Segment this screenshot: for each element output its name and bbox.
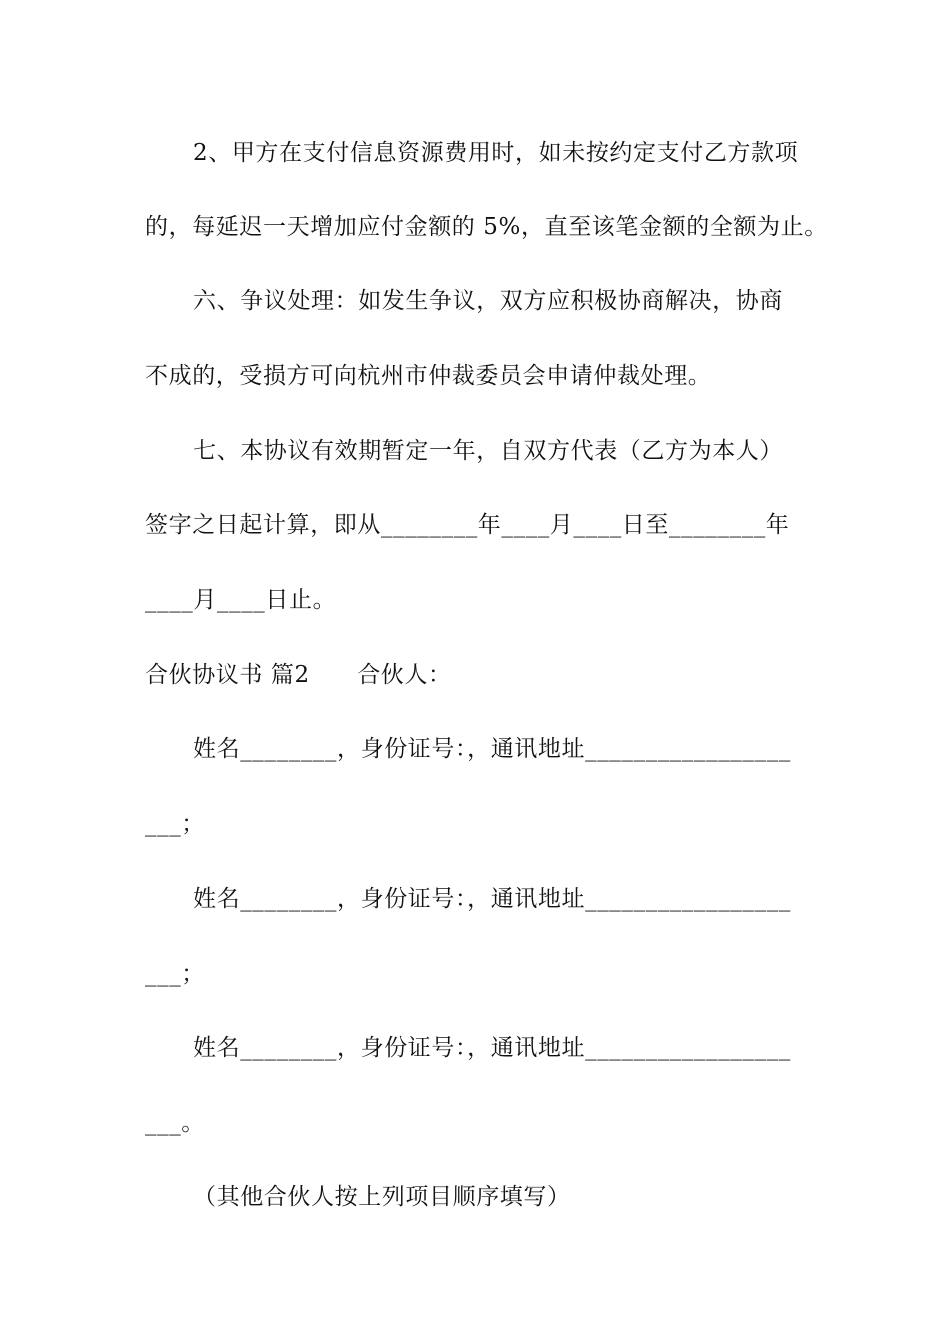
partner-entry-3: 姓名________，身份证号：，通讯地址_________________ <box>193 1035 791 1061</box>
partner-entry-3-cont: ___。 <box>145 1110 205 1136</box>
partner-entry-1-cont: ___； <box>145 811 205 837</box>
paragraph-line-validity: 七、本协议有效期暂定一年，自双方代表（乙方为本人） <box>193 438 783 464</box>
paragraph-line-payment-delay: 2、甲方在支付信息资源费用时，如未按约定支付乙方款项 <box>193 140 799 166</box>
paragraph-line-validity-dates: 签字之日起计算，即从________年____月____日至________年 <box>145 512 790 538</box>
paragraph-line-dispute-cont: 不成的，受损方可向杭州市仲裁委员会申请仲裁处理。 <box>145 363 712 389</box>
partner-entry-2: 姓名________，身份证号：，通讯地址_________________ <box>193 886 791 912</box>
paragraph-line-payment-delay-cont: 的，每延迟一天增加应付金额的 5%，直至该笔金额的全额为止。 <box>145 214 828 240</box>
note-other-partners: （其他合伙人按上列项目顺序填写） <box>193 1184 571 1210</box>
paragraph-line-validity-end: ____月____日止。 <box>145 587 337 613</box>
partner-entry-2-cont: ___； <box>145 961 205 987</box>
paragraph-line-dispute: 六、争议处理：如发生争议，双方应积极协商解决，协商 <box>193 288 783 314</box>
partner-entry-1: 姓名________，身份证号：，通讯地址_________________ <box>193 736 791 762</box>
section-heading-partnership: 合伙协议书 篇2 合伙人： <box>145 662 452 688</box>
